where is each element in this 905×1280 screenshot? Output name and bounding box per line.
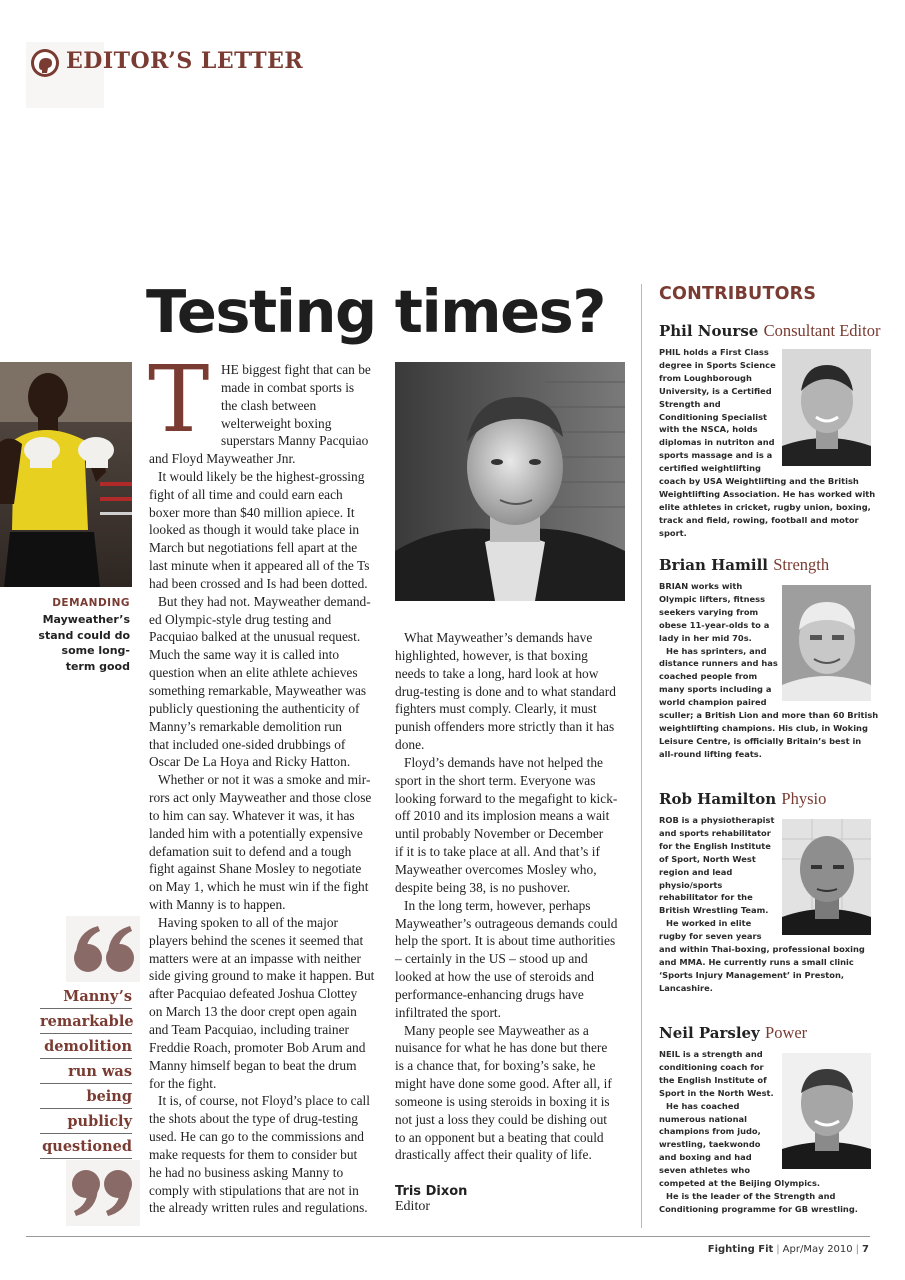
caption-line: Mayweather’s: [42, 613, 130, 626]
bio-line: Lancashire.: [659, 982, 713, 993]
text-line: last minute when it appeared all of the Ts: [149, 558, 370, 574]
text-line: fight of all time and could earn each: [149, 486, 343, 502]
contributor-name: [659, 321, 880, 341]
text-line: nuisance for what he has done but there: [395, 1040, 608, 1056]
author-role: Editor: [395, 1199, 430, 1214]
author-name: Tris Dixon: [395, 1184, 468, 1199]
pull-quote-line: run was: [40, 1061, 132, 1084]
bio-line: Olympic lifters, fitness: [659, 593, 766, 604]
text-line: ed Olympic-style drug testing and: [149, 611, 332, 627]
contributor-role: Consultant Editor: [763, 321, 881, 340]
text-line: on May 1, which he must win if the fight: [149, 879, 369, 895]
editor-portrait: [395, 362, 625, 601]
text-line: looking forward to the megafight to kick-: [395, 790, 618, 806]
text-line: Manny himself began to beat the drum: [149, 1057, 357, 1073]
contributor-role: Power: [765, 1023, 808, 1042]
bio-line: rehabilitator for the: [659, 892, 753, 903]
text-line: Mayweather overcomes Mosley who,: [395, 861, 597, 877]
bio-line: track and field, rowing, football and motor sport.: [659, 514, 859, 538]
bio-line: conditioning coach for: [659, 1061, 764, 1072]
quote-open-icon: [66, 916, 140, 982]
text-line: something remarkable, Mayweather was: [149, 682, 367, 698]
contributors-title: CONTRIBUTORS: [659, 284, 817, 304]
contributor-name: [659, 789, 826, 809]
article-column-1: [149, 450, 381, 1217]
bio-line: and boxing and had: [659, 1152, 752, 1163]
text-line: superstars Manny Pacquiao: [221, 433, 369, 449]
bio-line: ROB is a physiotherapist: [659, 815, 775, 825]
text-line: had been crossed and Is had been dotted.: [149, 575, 368, 591]
text-line: help the sport. It is about time authorities: [395, 933, 616, 949]
text-line: What Mayweather’s demands have: [404, 630, 593, 645]
bio-line: physio/sports: [659, 879, 723, 890]
text-line: drug-testing is done and to what standard: [395, 683, 616, 699]
text-line: that included one-sided drubbings of: [149, 736, 346, 752]
pull-quote-line: questioned: [40, 1136, 132, 1159]
text-line: on March 13 the door crept open again: [149, 1004, 357, 1020]
bio-line: numerous national: [659, 1113, 747, 1124]
text-line: rors act only Mayweather and those close: [149, 790, 372, 806]
contributor-bio: [659, 346, 879, 540]
text-line: looked as though it would take place in: [149, 522, 360, 538]
bio-line: University, is a Certified: [659, 385, 772, 396]
text-line: players behind the scenes it seemed that: [149, 932, 364, 948]
bio-line: He is the leader of the Strength and: [666, 1190, 836, 1201]
bio-line: and sports rehabilitator: [659, 827, 771, 838]
text-line: question when an elite athlete achieves: [149, 665, 358, 681]
bio-line: certified weightlifting: [659, 463, 761, 474]
bio-line: BRIAN works with: [659, 581, 743, 591]
text-line: It would likely be the highest-grossing: [158, 468, 365, 484]
contributor-bio: [659, 580, 879, 761]
text-line: to him can say. Whatever it was, it has: [149, 807, 355, 823]
bio-line: with the NSCA, holds: [659, 424, 758, 435]
text-line: – certainly in the US – stood up and: [395, 951, 588, 967]
text-line: if it is to take place at all. And that’s if: [395, 844, 600, 860]
contributor-name-text: Brian Hamill: [659, 556, 768, 574]
boxer-glove-icon: [30, 48, 60, 78]
text-line: It is, of course, not Floyd’s place to call: [158, 1093, 370, 1109]
text-line: the already written rules and regulations.: [149, 1200, 368, 1216]
text-line: drastically affect their quality of life.: [395, 1147, 592, 1163]
bio-line: degree in Sports Science: [659, 359, 776, 370]
bio-line: Leisure Centre, is officially Britain’s best in: [659, 735, 862, 746]
text-line: fighters must comply. Clearly, it must: [395, 701, 597, 717]
section-title: EDITOR’S LETTER: [66, 48, 304, 74]
contributor-name: [659, 1023, 807, 1043]
bio-line: coach by USA Weightlifting and the British: [659, 476, 859, 487]
bio-line: elite athletes in cricket, rugby union, boxing,: [659, 501, 871, 512]
text-line: and Team Pacquiao, including trainer: [149, 1022, 349, 1037]
bio-line: obese 11-year-olds to a: [659, 619, 770, 630]
text-line: make requests for them to consider but: [149, 1146, 358, 1162]
text-line: Much the same way it is called into: [149, 647, 340, 663]
text-line: performance-enhancing drugs have: [395, 986, 584, 1002]
bio-line: sports massage and is a: [659, 450, 773, 461]
pull-quote-line: remarkable: [40, 1011, 132, 1034]
caption-line: term good: [65, 659, 130, 673]
bio-line: lady in her mid 70s.: [659, 632, 752, 643]
text-line: needs to take a long, hard look at how: [395, 665, 599, 681]
bio-line: weightlifting champions. His club, in Woking: [659, 722, 868, 733]
text-line: Mayweather’s outrageous demands could: [395, 915, 618, 931]
bio-line: rugby for seven years: [659, 931, 762, 942]
text-line: despite being 38, is no pushover.: [395, 879, 571, 895]
bio-line: sculler; a British Lion and more than 60 British: [659, 710, 879, 721]
text-line: looked at how the use of steroids and: [395, 969, 594, 985]
text-line: after Pacquiao defeated Joshua Clottey: [149, 986, 358, 1002]
text-line: punish offenders more strictly than it has: [395, 719, 615, 735]
bio-line: He has sprinters, and: [666, 645, 767, 656]
contributor-bio: [659, 814, 879, 995]
bio-line: for the English Institute: [659, 840, 771, 851]
text-line: welterweight boxing: [221, 415, 332, 431]
headline: Testing times?: [146, 277, 606, 346]
text-line: Floyd’s demands have not helped the: [404, 754, 603, 770]
text-line: made in combat sports is: [221, 379, 355, 395]
text-line: comply with stipulations that are not in: [149, 1182, 359, 1198]
text-line: sport in the short term. Everyone was: [395, 772, 596, 788]
text-line: Having spoken to all of the major: [158, 914, 338, 930]
bio-line: seven athletes who: [659, 1165, 751, 1176]
bio-line: coached people from: [659, 671, 758, 682]
bio-line: distance runners and has: [659, 658, 778, 669]
text-line: In the long term, however, perhaps: [404, 897, 591, 913]
text-line: someone is using steroids in boxing it is: [395, 1093, 610, 1109]
pull-quote-line: Manny’s: [40, 986, 132, 1009]
photo-caption: [20, 612, 130, 674]
text-line: used. He can go to the commissions and: [149, 1129, 364, 1145]
bio-line: British Wrestling Team.: [659, 905, 769, 916]
article-intro: [221, 361, 381, 450]
text-line: matters were at an impasse with neither: [149, 950, 361, 966]
text-line: to an opponent but a beating that could: [395, 1129, 604, 1145]
magazine-name: Fighting Fit: [707, 1244, 774, 1255]
bio-line: and MMA. He currently runs a small clinic: [659, 956, 854, 967]
contributor-name-text: Phil Nourse: [659, 322, 759, 340]
caption-kicker: DEMANDING: [52, 597, 130, 609]
bio-line: of Sport, North West: [659, 853, 756, 864]
bio-line: PHIL holds a First Class: [659, 347, 769, 357]
text-line: HE biggest fight that can be: [221, 362, 371, 377]
bio-line: seekers varying from: [659, 606, 759, 617]
issue-date: Apr/May 2010: [782, 1244, 853, 1255]
caption-line: stand could do: [38, 628, 130, 642]
bio-line: ‘Sports Injury Management’ in Preston,: [659, 969, 844, 980]
pull-quote: [40, 986, 132, 1161]
bio-line: Conditioning Specialist: [659, 411, 767, 422]
bio-line: world champion paired: [659, 697, 767, 708]
page-number: 7: [862, 1244, 869, 1255]
contributor-name-text: Rob Hamilton: [659, 790, 777, 808]
bio-line: and within Thai-boxing, professional boxing: [659, 944, 865, 955]
pull-quote-line: being: [40, 1086, 132, 1109]
bio-line: region and lead: [659, 866, 733, 877]
contributor-name: [659, 555, 829, 575]
text-line: Manny’s remarkable demolition run: [149, 718, 342, 734]
text-line: Whether or not it was a smoke and mir-: [158, 772, 371, 788]
text-line: Many people see Mayweather as a: [404, 1022, 589, 1038]
text-line: landed him with a potentially expensive: [149, 825, 363, 841]
bio-line: the English Institute of: [659, 1074, 767, 1085]
bio-line: champions from judo,: [659, 1126, 761, 1137]
bio-line: competed at the Beijing Olympics.: [659, 1178, 821, 1189]
text-line: Freddie Roach, promoter Bob Arum and: [149, 1039, 366, 1055]
text-line: publicly questioning the authenticity of: [149, 700, 360, 716]
text-line: But they had not. Mayweather demand-: [158, 593, 371, 609]
bio-line: NEIL is a strength and: [659, 1049, 763, 1059]
bio-line: many sports including a: [659, 684, 772, 695]
text-line: infiltrated the sport.: [395, 1004, 501, 1020]
caption-line: some long-: [61, 644, 130, 657]
text-line: defamation suit to defend and a tough: [149, 843, 352, 859]
text-line: and Floyd Mayweather Jnr.: [149, 451, 296, 466]
text-line: highlighted, however, is that boxing: [395, 647, 588, 663]
text-line: might have done some good. After all, if: [395, 1076, 612, 1092]
page-footer: Fighting Fit | Apr/May 2010 | 7: [707, 1244, 869, 1255]
bio-line: Strength and: [659, 398, 721, 409]
text-line: fight against Shane Mosley to negotiate: [149, 861, 362, 877]
boxer-photo: [0, 362, 132, 587]
text-line: until probably November or December: [395, 826, 604, 842]
text-line: is a chance that, for boxing’s sake, he: [395, 1058, 596, 1074]
text-line: done.: [395, 737, 425, 753]
article-column-2: [395, 629, 627, 1164]
quote-close-icon: [66, 1160, 140, 1226]
contributor-role: Strength: [773, 555, 830, 574]
text-line: the clash between: [221, 397, 317, 413]
contributor-name-text: Neil Parsley: [659, 1024, 760, 1042]
bio-line: Sport in the North West.: [659, 1087, 774, 1098]
bio-line: He has coached: [666, 1100, 740, 1111]
text-line: Oscar De La Hoya and Ricky Hatton.: [149, 754, 351, 770]
text-line: boxer more than $40 million apiece. It: [149, 504, 355, 520]
drop-cap: T: [148, 346, 210, 453]
text-line: for the fight.: [149, 1075, 217, 1091]
contributor-bio: [659, 1048, 879, 1216]
text-line: off 2010 and its implosion means a wait: [395, 808, 610, 824]
text-line: side giving ground to make it happen. But: [149, 968, 375, 984]
bio-line: from Loughborough: [659, 372, 752, 383]
pull-quote-line: demolition: [40, 1036, 132, 1059]
bio-line: wrestling, taekwondo: [659, 1139, 761, 1150]
bio-line: Weightlifting Association. He has worked with: [659, 488, 876, 499]
contributor-role: Physio: [781, 789, 827, 808]
text-line: not just a loss they could be dishing out: [395, 1111, 608, 1127]
pull-quote-line: publicly: [40, 1111, 132, 1134]
text-line: with Manny is to happen.: [149, 897, 286, 913]
text-line: the shots about the type of drug-testing: [149, 1111, 359, 1127]
bio-line: all-round lifting feats.: [659, 748, 762, 759]
sidebar-divider: [641, 284, 642, 1228]
text-line: he had no business asking Manny to: [149, 1164, 344, 1180]
bio-line: Conditioning programme for GB wrestling.: [659, 1203, 858, 1214]
bio-line: He worked in elite: [666, 918, 752, 929]
bio-line: diplomas in nutriton and: [659, 437, 775, 448]
text-line: Pacquiao balked at the unusual request.: [149, 629, 361, 645]
footer-rule: [26, 1236, 870, 1237]
text-line: March but negotiations fell apart at the: [149, 540, 358, 556]
